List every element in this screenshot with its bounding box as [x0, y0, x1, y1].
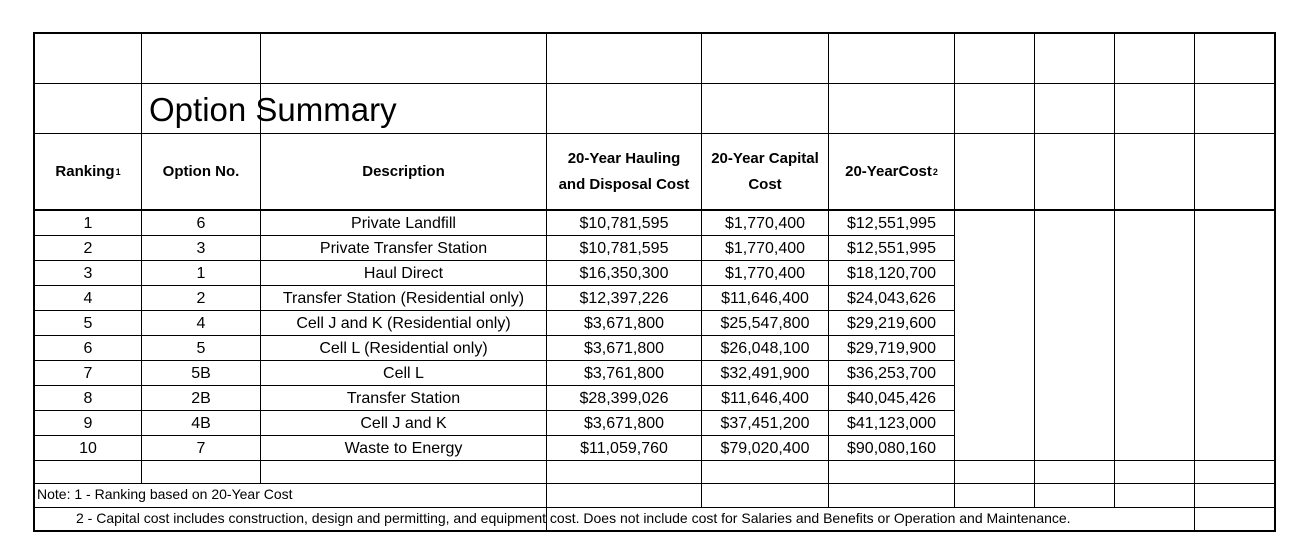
cell-total-cost: $41,123,000 — [847, 415, 936, 432]
cell-hauling-cost: $3,761,800 — [583, 365, 665, 382]
col-divider — [954, 34, 955, 507]
footnote-1: Note: 1 - Ranking based on 20-Year Cost — [37, 486, 293, 502]
cell-ranking: 1 — [83, 215, 93, 232]
cell-capital-cost: $11,646,400 — [721, 390, 809, 407]
cell-description: Private Transfer Station — [319, 240, 488, 257]
cell-description: Haul Direct — [363, 265, 444, 282]
footnote-marker: 2 — [932, 166, 938, 177]
header-option-no: Option No. — [162, 162, 240, 180]
cell-total-cost: $90,080,160 — [847, 440, 936, 457]
cell-description: Cell J and K (Residential only) — [296, 315, 511, 332]
cell-capital-cost: $1,770,400 — [724, 215, 806, 232]
cell-option-no: 2 — [196, 290, 206, 307]
cell-option-no: 4 — [196, 315, 206, 332]
cell-ranking: 8 — [83, 390, 93, 407]
cell-option-no: 7 — [196, 440, 206, 457]
cell-hauling-cost: $10,781,595 — [579, 240, 669, 257]
cell-capital-cost: $79,020,400 — [720, 440, 810, 457]
cell-ranking: 2 — [83, 240, 93, 257]
cell-hauling-cost: $3,671,800 — [583, 340, 665, 357]
cell-hauling-cost: $12,397,226 — [579, 290, 669, 307]
cell-capital-cost: $37,451,200 — [720, 415, 810, 432]
cell-ranking: 9 — [83, 415, 93, 432]
cell-total-cost: $29,719,900 — [847, 340, 936, 357]
cell-capital-cost: $1,770,400 — [724, 265, 806, 282]
cell-capital-cost: $25,547,800 — [720, 315, 810, 332]
cell-option-no: 1 — [196, 265, 206, 282]
cell-ranking: 3 — [83, 265, 93, 282]
cell-capital-cost: $26,048,100 — [720, 340, 810, 357]
footnote-2: 2 - Capital cost includes construction, design and permitting, and equipment cost. Does not include cost for Salaries and Benefits or Operation and Maintenance. — [76, 510, 1071, 526]
header-total-label: 20-YearCost — [845, 162, 932, 180]
footnote-marker: 1 — [115, 166, 121, 177]
cell-total-cost: $24,043,626 — [847, 290, 936, 307]
col-divider — [1034, 34, 1035, 507]
cell-hauling-cost: $11,059,760 — [580, 440, 668, 457]
cell-total-cost: $18,120,700 — [847, 265, 936, 282]
cell-capital-cost: $32,491,900 — [720, 365, 810, 382]
header-ranking — [35, 134, 141, 209]
cell-description: Cell L — [383, 365, 424, 382]
cell-ranking: 10 — [79, 440, 97, 457]
header-description: Description — [362, 162, 445, 180]
cell-option-no: 5 — [196, 340, 206, 357]
cell-description: Transfer Station — [346, 390, 461, 407]
cell-description: Cell J and K — [360, 415, 447, 432]
cell-total-cost: $36,253,700 — [847, 365, 936, 382]
cell-option-no: 6 — [196, 215, 206, 232]
cell-ranking: 4 — [83, 290, 93, 307]
cell-option-no: 5B — [191, 365, 211, 382]
cell-total-cost: $12,551,995 — [847, 215, 936, 232]
row-divider — [35, 83, 1274, 84]
header-capital-line2: Cost — [748, 175, 782, 193]
cell-ranking: 7 — [83, 365, 93, 382]
header-ranking-label: Ranking — [55, 162, 115, 180]
cell-hauling-cost: $3,671,800 — [583, 315, 665, 332]
cell-hauling-cost: $16,350,300 — [579, 265, 669, 282]
header-hauling-cost — [547, 134, 701, 209]
cell-total-cost: $12,551,995 — [847, 240, 936, 257]
header-capital-line1: 20-Year Capital — [711, 149, 819, 167]
cell-capital-cost: $1,770,400 — [724, 240, 806, 257]
cell-hauling-cost: $10,781,595 — [579, 215, 669, 232]
header-hauling-line2: and Disposal Cost — [558, 175, 690, 193]
cell-option-no: 2B — [191, 390, 211, 407]
option-summary-sheet — [33, 32, 1276, 532]
cell-description: Transfer Station (Residential only) — [282, 290, 525, 307]
cell-ranking: 5 — [83, 315, 93, 332]
col-divider — [1194, 34, 1195, 530]
cell-hauling-cost: $28,399,026 — [579, 390, 669, 407]
cell-description: Cell L (Residential only) — [319, 340, 488, 357]
cell-option-no: 3 — [196, 240, 206, 257]
cell-total-cost: $40,045,426 — [847, 390, 936, 407]
header-capital-cost — [702, 134, 828, 209]
col-divider — [1114, 34, 1115, 507]
cell-ranking: 6 — [83, 340, 93, 357]
cell-option-no: 4B — [191, 415, 211, 432]
cell-capital-cost: $11,646,400 — [721, 290, 809, 307]
cell-description: Waste to Energy — [344, 440, 463, 457]
cell-description: Private Landfill — [351, 215, 456, 232]
cell-total-cost: $29,219,600 — [847, 315, 936, 332]
header-hauling-line1: 20-Year Hauling — [567, 149, 681, 167]
header-total-cost — [829, 134, 954, 209]
page-title: Option Summary — [149, 91, 397, 128]
cell-hauling-cost: $3,671,800 — [583, 415, 665, 432]
